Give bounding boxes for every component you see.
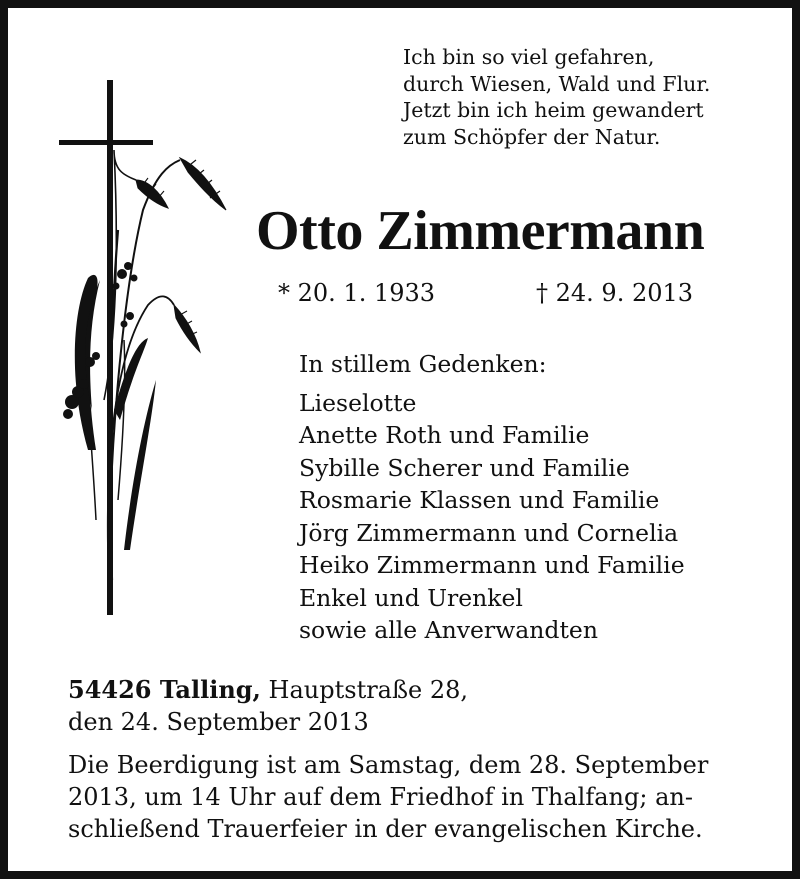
poem-line: Jetzt bin ich heim gewandert xyxy=(403,98,704,122)
poem-line: Ich bin so viel gefahren, xyxy=(403,45,655,69)
mourner-name: Lieselotte xyxy=(299,388,417,417)
mourner-name: Rosmarie Klassen und Familie xyxy=(299,486,660,514)
poem xyxy=(403,44,710,150)
death-date: † 24. 9. 2013 xyxy=(536,279,694,307)
mourner-name: Jörg Zimmermann und Cornelia xyxy=(299,518,679,547)
address-place: 54426 Talling, xyxy=(68,675,261,704)
mourner-name: Heiko Zimmermann und Familie xyxy=(299,551,685,579)
deceased-name: Otto Zimmermann xyxy=(256,200,705,262)
address-block xyxy=(68,674,468,738)
life-dates xyxy=(278,276,694,310)
address-date: den 24. September 2013 xyxy=(68,708,369,736)
birth-date: * 20. 1. 1933 xyxy=(278,279,436,307)
poem-line: zum Schöpfer der Natur. xyxy=(403,124,661,149)
mourners-block xyxy=(299,348,685,647)
mourner-name: Enkel und Urenkel xyxy=(299,583,523,612)
poem-line: durch Wiesen, Wald und Flur. xyxy=(403,71,711,96)
address-street: Hauptstraße 28, xyxy=(268,676,469,704)
mourner-name: sowie alle Anverwandten xyxy=(299,616,598,644)
funeral-line: 2013, um 14 Uhr auf dem Friedhof in Thalfang; an- xyxy=(68,783,693,811)
mourners-heading: In stillem Gedenken: xyxy=(299,350,547,378)
funeral-info xyxy=(68,749,708,845)
address-line xyxy=(68,674,468,706)
mourner-name: Sybille Scherer und Familie xyxy=(299,453,630,482)
funeral-line: Die Beerdigung ist am Samstag, dem 28. September xyxy=(68,751,709,779)
funeral-line: schließend Trauerfeier in der evangelischen Kirche. xyxy=(68,815,703,843)
mourner-name: Anette Roth und Familie xyxy=(299,421,590,449)
cross-with-wheat-icon xyxy=(48,80,248,640)
